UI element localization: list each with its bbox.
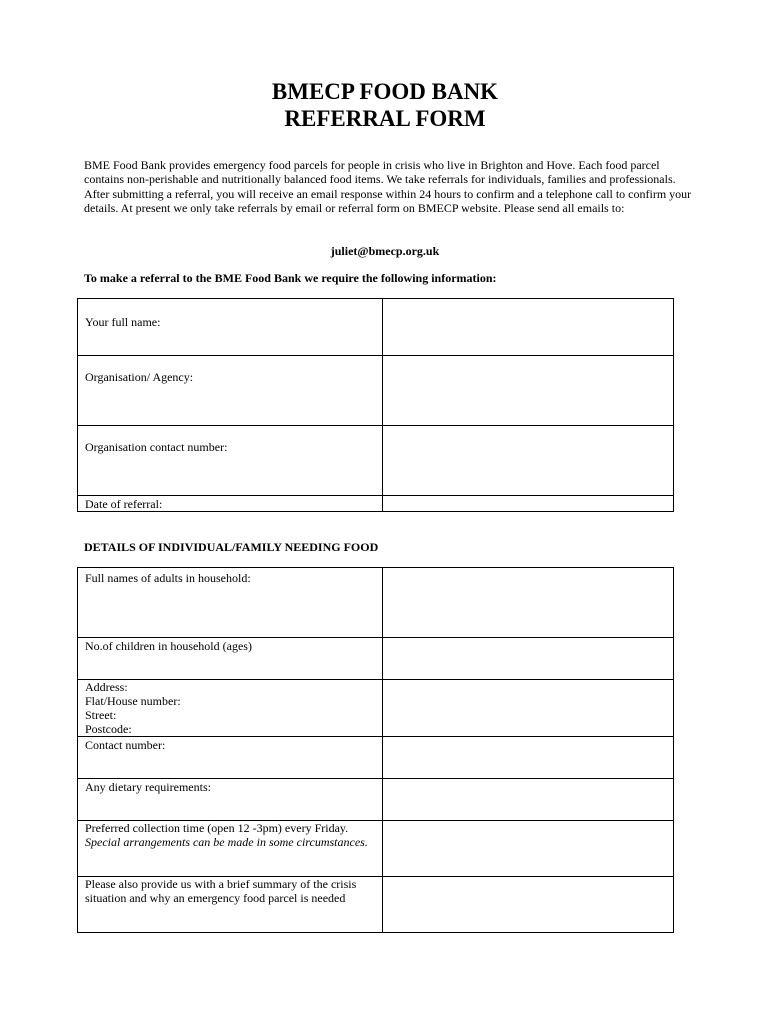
table-row <box>78 737 674 779</box>
date-of-referral-field[interactable] <box>383 496 674 512</box>
children-label: No.of children in household (ages) <box>78 638 383 680</box>
postcode-label: Postcode: <box>85 722 132 736</box>
table-row <box>78 496 674 512</box>
address-field[interactable] <box>383 680 674 737</box>
children-field[interactable] <box>383 638 674 680</box>
referrer-details-table <box>77 298 674 512</box>
dietary-field[interactable] <box>383 779 674 821</box>
table-row <box>78 877 674 933</box>
table-row <box>78 638 674 680</box>
collection-field[interactable] <box>383 821 674 877</box>
collection-note: Special arrangements can be made in some circumstances. <box>85 835 368 849</box>
collection-label: Preferred collection time (open 12 -3pm) every Friday. <box>85 821 349 835</box>
table-row <box>78 568 674 638</box>
full-name-field[interactable] <box>383 299 674 356</box>
collection-label-block <box>78 821 383 877</box>
table-row <box>78 426 674 496</box>
flat-label: Flat/House number: <box>85 694 181 708</box>
dietary-label: Any dietary requirements: <box>78 779 383 821</box>
table-row <box>78 680 674 737</box>
section-heading: DETAILS OF INDIVIDUAL/FAMILY NEEDING FOOD <box>84 540 379 554</box>
summary-field[interactable] <box>383 877 674 933</box>
address-label: Address: <box>85 680 128 694</box>
date-of-referral-label: Date of referral: <box>78 496 383 512</box>
table-row <box>78 299 674 356</box>
table-row <box>78 356 674 426</box>
organisation-field[interactable] <box>383 356 674 426</box>
organisation-label: Organisation/ Agency: <box>78 356 383 426</box>
adults-label: Full names of adults in household: <box>78 568 383 638</box>
contact-number-field[interactable] <box>383 737 674 779</box>
organisation-contact-label: Organisation contact number: <box>78 426 383 496</box>
summary-label: Please also provide us with a brief summary of the crisis situation and why an emergency food parcel is needed <box>78 877 383 933</box>
requirement-note: To make a referral to the BME Food Bank we require the following information: <box>84 271 497 285</box>
form-title-line-2: REFERRAL FORM <box>284 106 486 131</box>
organisation-contact-field[interactable] <box>383 426 674 496</box>
table-row <box>78 779 674 821</box>
contact-number-label: Contact number: <box>78 737 383 779</box>
full-name-label: Your full name: <box>78 299 383 356</box>
household-details-table <box>77 567 674 933</box>
adults-field[interactable] <box>383 568 674 638</box>
contact-email: juliet@bmecp.org.uk <box>330 244 440 258</box>
form-title-line-1: BMECP FOOD BANK <box>271 79 499 104</box>
table-row <box>78 821 674 877</box>
intro-paragraph: BME Food Bank provides emergency food parcels for people in crisis who live in Brighton and Hove. Each food parcel contains non-perishable and nutritionally balanced food items. We take referrals for individuals, families and professionals. After submitting a referral, you will receive an email response within 24 hours to confirm and a telephone call to confirm your details. At present we only take referrals by email or referral form on BMECP website. Please send all emails to: <box>84 158 692 215</box>
address-label-block <box>78 680 383 737</box>
street-label: Street: <box>85 708 117 722</box>
